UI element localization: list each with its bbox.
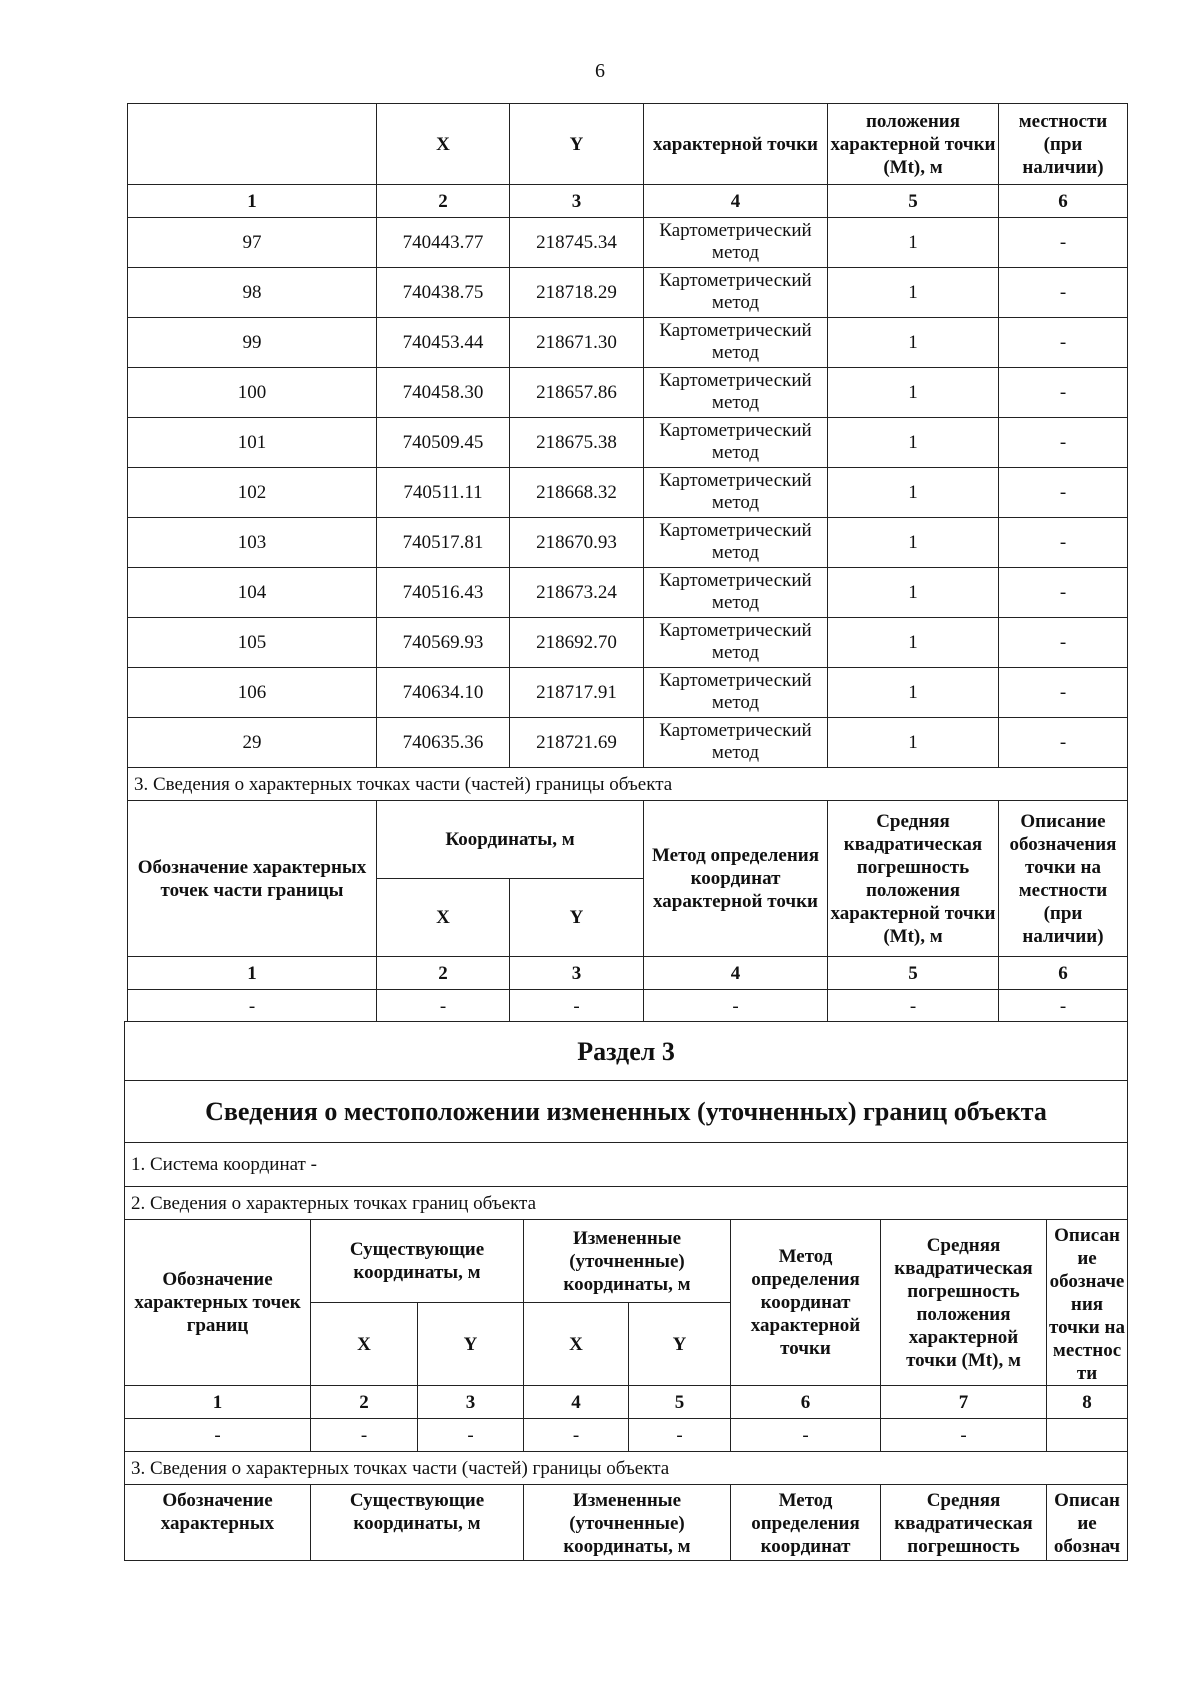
point-id: 29	[128, 718, 377, 768]
point-y: 218692.70	[510, 618, 644, 668]
point-mt: 1	[828, 518, 999, 568]
empty-cell: -	[524, 1419, 629, 1452]
col-number: 6	[731, 1386, 881, 1419]
empty-cell: -	[999, 990, 1128, 1023]
part-section-title: 3. Сведения о характерных точках части (частей) границы объекта	[128, 768, 1128, 801]
empty-cell: -	[731, 1419, 881, 1452]
header-existing-coords: Существующие координаты, м	[311, 1220, 524, 1303]
point-x: 740443.77	[377, 218, 510, 268]
point-mt: 1	[828, 568, 999, 618]
col-number: 3	[510, 185, 644, 218]
part-section-title-row	[128, 768, 1128, 801]
point-x: 740458.30	[377, 368, 510, 418]
point-mt: 1	[828, 668, 999, 718]
part-header-designation: Обозначение характерных точек части границы	[128, 801, 377, 957]
section3-table	[124, 1021, 1128, 1561]
part-header-error: Средняя квадратическая погрешность положения характерной точки (Mt), м	[828, 801, 999, 957]
point-id: 103	[128, 518, 377, 568]
empty-cell: -	[128, 990, 377, 1023]
part-header-description: Описание обознач	[1047, 1485, 1128, 1561]
empty-cell: -	[377, 990, 510, 1023]
part-header-method: Метод определения координат	[731, 1485, 881, 1561]
header-method: характерной точки	[644, 104, 828, 185]
point-mt: 1	[828, 368, 999, 418]
point-id: 102	[128, 468, 377, 518]
point-method: Картометрический метод	[644, 718, 828, 768]
point-y: 218717.91	[510, 668, 644, 718]
col-number: 5	[629, 1386, 731, 1419]
section3-heading: Раздел 3	[125, 1022, 1128, 1081]
table-row	[128, 518, 1128, 568]
point-id: 97	[128, 218, 377, 268]
point-desc: -	[999, 268, 1128, 318]
header-description: Описание обозначения точки на местности	[1047, 1220, 1128, 1386]
point-x: 740438.75	[377, 268, 510, 318]
points-title-row	[125, 1187, 1128, 1220]
point-method: Картометрический метод	[644, 568, 828, 618]
table-row	[128, 318, 1128, 368]
table-row	[128, 618, 1128, 668]
point-desc: -	[999, 668, 1128, 718]
point-mt: 1	[828, 618, 999, 668]
header-error: положения характерной точки (Mt), м	[828, 104, 999, 185]
part-header-designation: Обозначение характерных	[125, 1485, 311, 1561]
table-row	[128, 668, 1128, 718]
section3-heading-row	[125, 1022, 1128, 1081]
col-number: 3	[418, 1386, 524, 1419]
empty-cell: -	[644, 990, 828, 1023]
section3-title-row	[125, 1081, 1128, 1143]
point-y: 218718.29	[510, 268, 644, 318]
col-number: 7	[881, 1386, 1047, 1419]
table-row	[128, 718, 1128, 768]
point-mt: 1	[828, 268, 999, 318]
empty-cell: -	[418, 1419, 524, 1452]
point-method: Картометрический метод	[644, 668, 828, 718]
part-title: 3. Сведения о характерных точках части (частей) границы объекта	[125, 1452, 1128, 1485]
table-header-row	[128, 104, 1128, 185]
header-changed-x: X	[524, 1303, 629, 1386]
table-row	[128, 218, 1128, 268]
header-existing-x: X	[311, 1303, 418, 1386]
col-number: 5	[828, 185, 999, 218]
col-number: 5	[828, 957, 999, 990]
point-y: 218675.38	[510, 418, 644, 468]
part-header-existing: Существующие координаты, м	[311, 1485, 524, 1561]
col-number: 6	[999, 957, 1128, 990]
table-row	[128, 368, 1128, 418]
point-method: Картометрический метод	[644, 368, 828, 418]
col-number: 4	[644, 185, 828, 218]
points-title: 2. Сведения о характерных точках границ объекта	[125, 1187, 1128, 1220]
col-number: 1	[128, 185, 377, 218]
header-description: местности (при наличии)	[999, 104, 1128, 185]
coord-system-row	[125, 1143, 1128, 1187]
point-desc: -	[999, 718, 1128, 768]
empty-cell: -	[629, 1419, 731, 1452]
point-x: 740635.36	[377, 718, 510, 768]
point-mt: 1	[828, 318, 999, 368]
point-method: Картометрический метод	[644, 518, 828, 568]
part-header-description: Описание обозначения точки на местности (при наличии)	[999, 801, 1128, 957]
point-desc: -	[999, 468, 1128, 518]
point-id: 106	[128, 668, 377, 718]
column-number-row	[128, 185, 1128, 218]
point-id: 100	[128, 368, 377, 418]
point-method: Картометрический метод	[644, 218, 828, 268]
point-x: 740634.10	[377, 668, 510, 718]
col-number: 2	[311, 1386, 418, 1419]
part-header-x: X	[377, 879, 510, 957]
section3-empty-row	[125, 1419, 1128, 1452]
page-number: 6	[595, 60, 605, 82]
empty-cell: -	[510, 990, 644, 1023]
point-method: Картометрический метод	[644, 268, 828, 318]
header-error: Средняя квадратическая погрешность положения характерной точки (Mt), м	[881, 1220, 1047, 1386]
point-x: 740509.45	[377, 418, 510, 468]
point-method: Картометрический метод	[644, 418, 828, 468]
part-header-row	[125, 1485, 1128, 1561]
point-id: 98	[128, 268, 377, 318]
col-number: 3	[510, 957, 644, 990]
point-method: Картометрический метод	[644, 318, 828, 368]
header-designation-cell	[128, 104, 377, 185]
point-desc: -	[999, 568, 1128, 618]
point-y: 218745.34	[510, 218, 644, 268]
point-desc: -	[999, 518, 1128, 568]
empty-cell: -	[311, 1419, 418, 1452]
section3-column-number-row	[125, 1386, 1128, 1419]
header-changed-coords: Измененные (уточненные) координаты, м	[524, 1220, 731, 1303]
point-id: 101	[128, 418, 377, 468]
point-y: 218668.32	[510, 468, 644, 518]
point-mt: 1	[828, 718, 999, 768]
empty-cell	[1047, 1419, 1128, 1452]
point-desc: -	[999, 218, 1128, 268]
col-number: 4	[644, 957, 828, 990]
table-row	[128, 268, 1128, 318]
part-header-changed: Измененные (уточненные) координаты, м	[524, 1485, 731, 1561]
col-number: 6	[999, 185, 1128, 218]
header-y: Y	[510, 104, 644, 185]
point-y: 218671.30	[510, 318, 644, 368]
empty-cell: -	[125, 1419, 311, 1452]
point-id: 99	[128, 318, 377, 368]
header-existing-y: Y	[418, 1303, 524, 1386]
part-header-row	[128, 801, 1128, 879]
point-method: Картометрический метод	[644, 618, 828, 668]
point-mt: 1	[828, 468, 999, 518]
empty-cell: -	[881, 1419, 1047, 1452]
col-number: 4	[524, 1386, 629, 1419]
point-x: 740453.44	[377, 318, 510, 368]
part-header-coords: Координаты, м	[377, 801, 644, 879]
section3-header-row	[125, 1220, 1128, 1303]
point-x: 740511.11	[377, 468, 510, 518]
point-x: 740517.81	[377, 518, 510, 568]
boundary-points-table	[127, 103, 1128, 1023]
point-y: 218657.86	[510, 368, 644, 418]
empty-cell: -	[828, 990, 999, 1023]
col-number: 1	[125, 1386, 311, 1419]
col-number: 8	[1047, 1386, 1128, 1419]
table-row	[128, 568, 1128, 618]
point-mt: 1	[828, 418, 999, 468]
point-y: 218673.24	[510, 568, 644, 618]
point-mt: 1	[828, 218, 999, 268]
point-desc: -	[999, 618, 1128, 668]
part-column-number-row	[128, 957, 1128, 990]
point-y: 218721.69	[510, 718, 644, 768]
col-number: 1	[128, 957, 377, 990]
part-header-error: Средняя квадратическая погрешность	[881, 1485, 1047, 1561]
point-desc: -	[999, 368, 1128, 418]
part-empty-row	[128, 990, 1128, 1023]
table-row	[128, 468, 1128, 518]
header-method: Метод определения координат характерной точки	[731, 1220, 881, 1386]
point-method: Картометрический метод	[644, 468, 828, 518]
point-x: 740516.43	[377, 568, 510, 618]
point-x: 740569.93	[377, 618, 510, 668]
coord-system: 1. Система координат -	[125, 1143, 1128, 1187]
section3-title: Сведения о местоположении измененных (уточненных) границ объекта	[125, 1081, 1128, 1143]
part-header-method: Метод определения координат характерной точки	[644, 801, 828, 957]
point-id: 105	[128, 618, 377, 668]
part-title-row	[125, 1452, 1128, 1485]
header-designation: Обозначение характерных точек границ	[125, 1220, 311, 1386]
col-number: 2	[377, 185, 510, 218]
col-number: 2	[377, 957, 510, 990]
part-header-y: Y	[510, 879, 644, 957]
point-desc: -	[999, 418, 1128, 468]
header-changed-y: Y	[629, 1303, 731, 1386]
header-x: X	[377, 104, 510, 185]
table-row	[128, 418, 1128, 468]
point-y: 218670.93	[510, 518, 644, 568]
point-desc: -	[999, 318, 1128, 368]
point-id: 104	[128, 568, 377, 618]
